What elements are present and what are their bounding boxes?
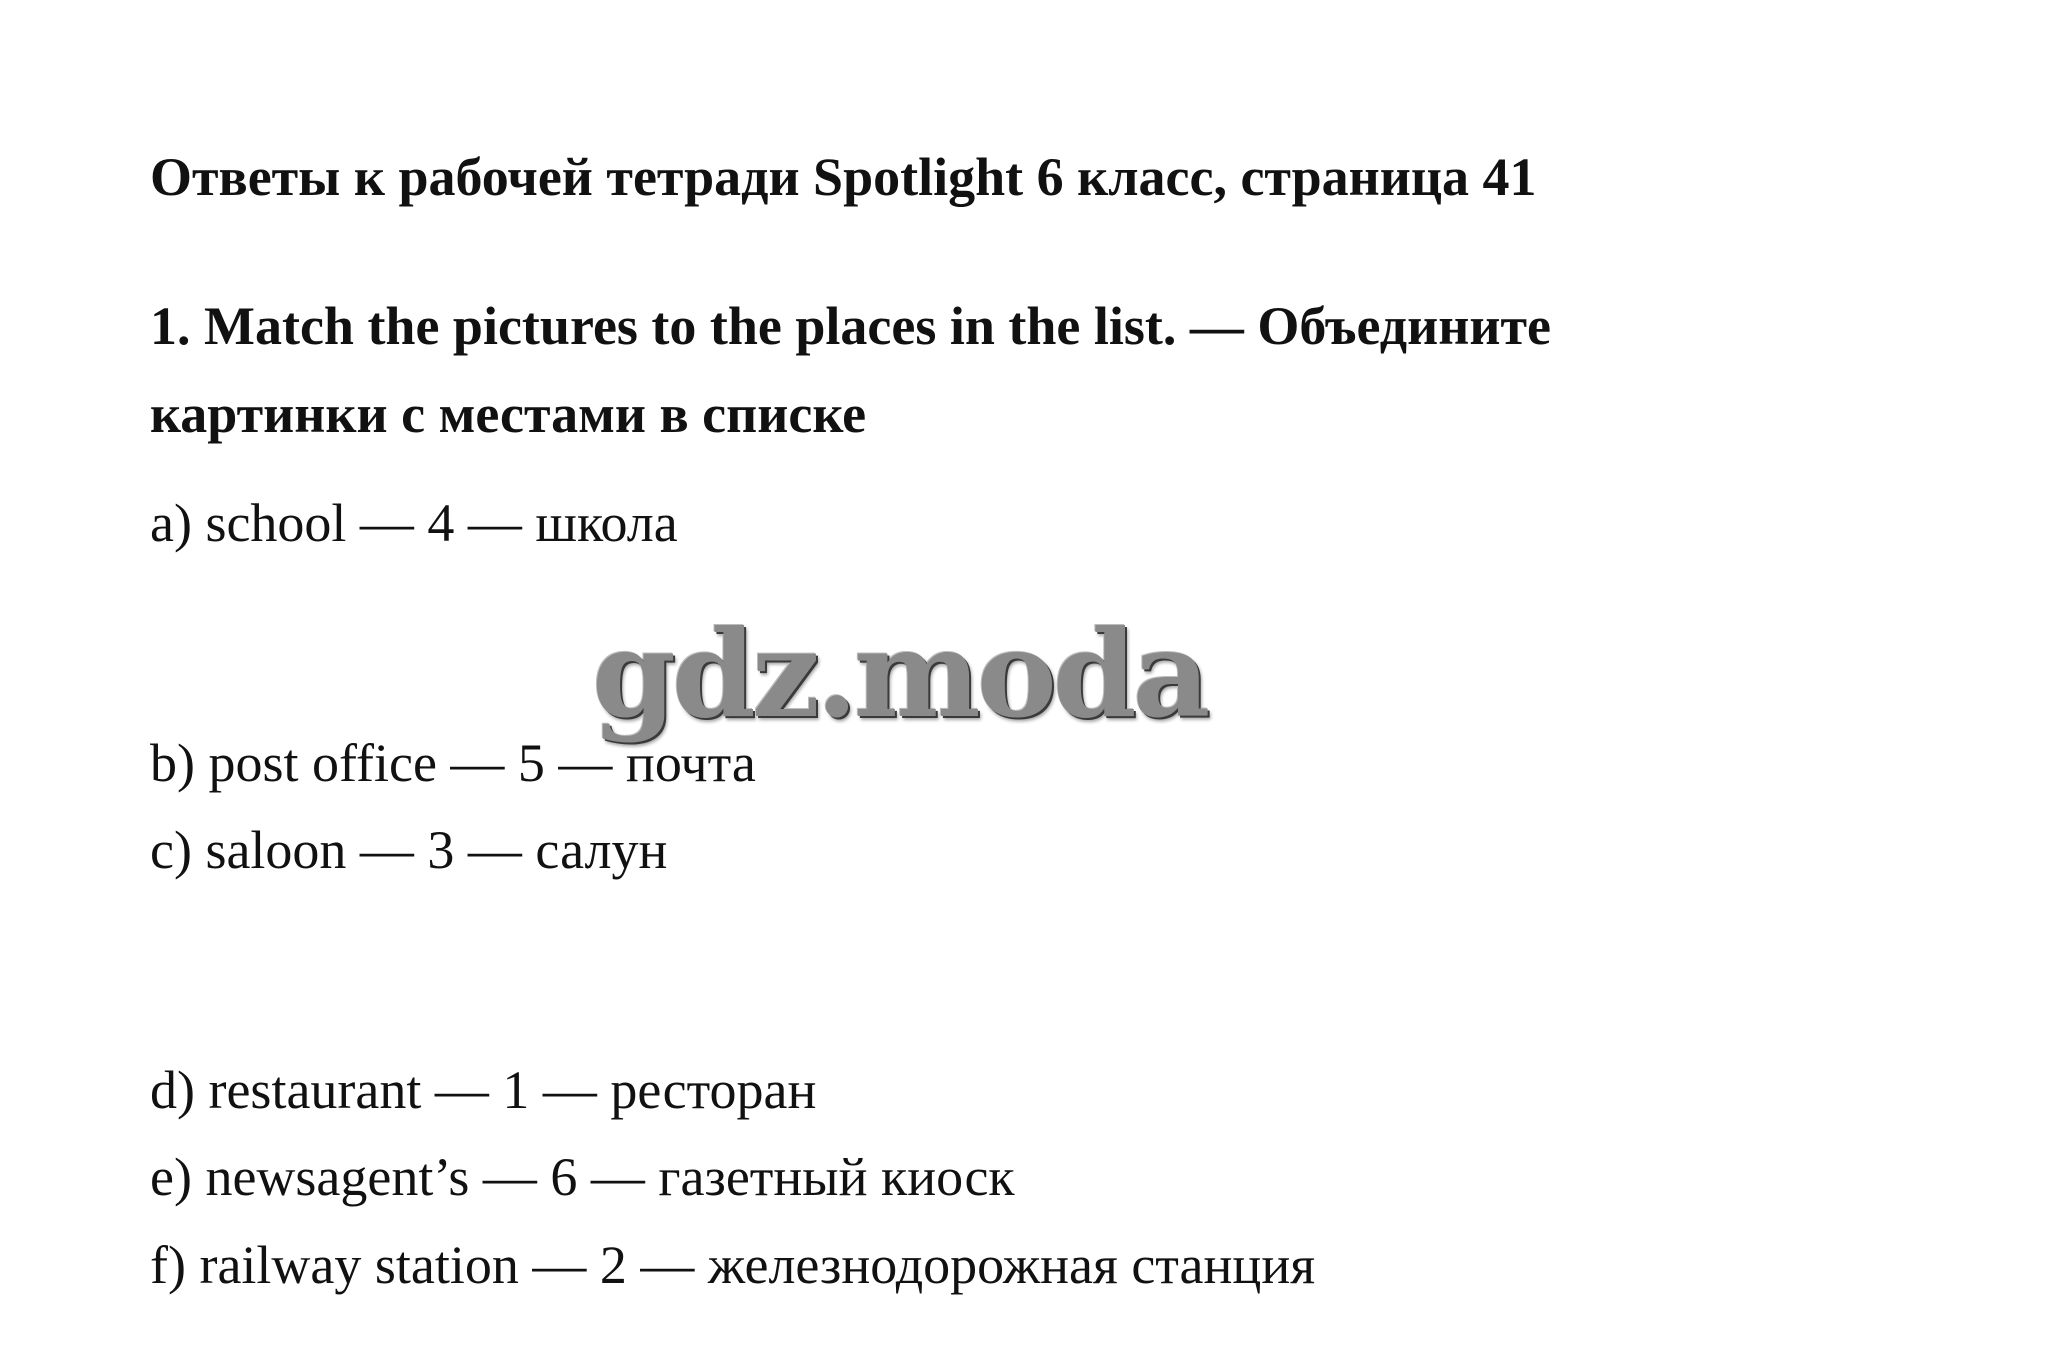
answer-f: f) railway station — 2 — железнодорожная станция xyxy=(150,1235,1316,1295)
answer-a: a) school — 4 — школа xyxy=(150,493,678,553)
watermark-logo: gdz.moda xyxy=(592,604,1207,745)
task-title-line-2: картинки с местами в списке xyxy=(150,384,867,444)
task-title xyxy=(150,282,1750,458)
task-title-line-1: 1. Match the pictures to the places in the list. — Объедините xyxy=(150,296,1551,356)
page-heading: Ответы к рабочей тетради Spotlight 6 класс, страница 41 xyxy=(150,147,1537,207)
answer-d: d) restaurant — 1 — ресторан xyxy=(150,1060,817,1120)
answer-c: c) saloon — 3 — салун xyxy=(150,820,668,880)
answer-b: b) post office — 5 — почта xyxy=(150,733,756,793)
answer-e: e) newsagent’s — 6 — газетный киоск xyxy=(150,1147,1015,1207)
